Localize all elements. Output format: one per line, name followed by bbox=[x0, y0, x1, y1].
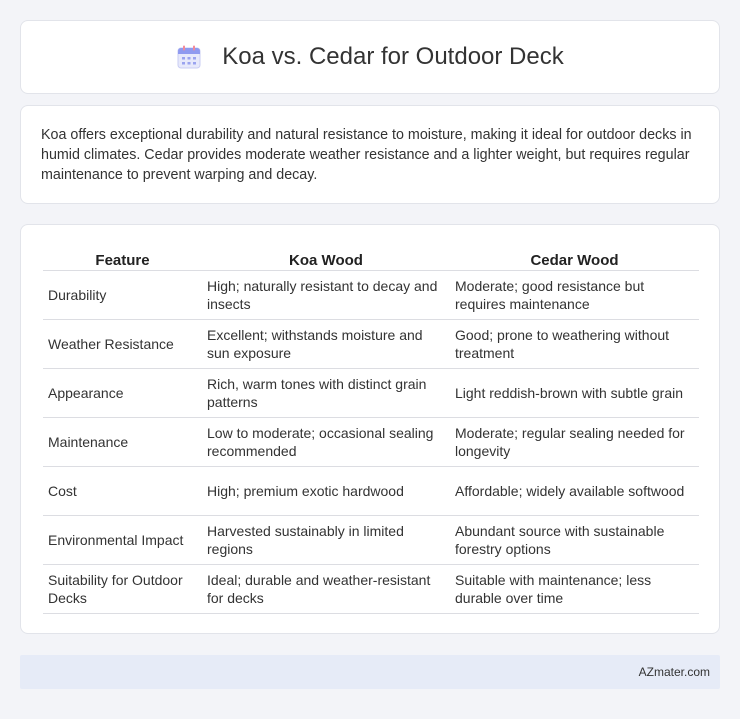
page-title: Koa vs. Cedar for Outdoor Deck bbox=[222, 43, 564, 70]
koa-cell: Excellent; withstands moisture and sun exposure bbox=[202, 319, 450, 368]
feature-cell: Appearance bbox=[43, 368, 202, 417]
koa-cell: Low to moderate; occasional sealing recommended bbox=[202, 417, 450, 466]
intro-card bbox=[20, 105, 720, 204]
feature-cell: Maintenance bbox=[43, 417, 202, 466]
footer-bar bbox=[20, 655, 720, 689]
cedar-cell: Light reddish-brown with subtle grain bbox=[450, 368, 699, 417]
table-row bbox=[43, 368, 699, 417]
comparison-table bbox=[43, 245, 699, 614]
title-card bbox=[20, 20, 720, 94]
koa-cell: Ideal; durable and weather-resistant for decks bbox=[202, 564, 450, 613]
column-header-cedar: Cedar Wood bbox=[450, 245, 699, 270]
koa-cell: High; naturally resistant to decay and insects bbox=[202, 270, 450, 319]
calendar-icon bbox=[176, 44, 202, 70]
footer-site-name: AZmater.com bbox=[638, 665, 710, 679]
cedar-cell: Moderate; good resistance but requires maintenance bbox=[450, 270, 699, 319]
title-wrap bbox=[176, 43, 563, 71]
table-row bbox=[43, 319, 699, 368]
table-row bbox=[43, 270, 699, 319]
cedar-cell: Abundant source with sustainable forestry options bbox=[450, 515, 699, 564]
table-row bbox=[43, 466, 699, 515]
table-row bbox=[43, 515, 699, 564]
column-header-koa: Koa Wood bbox=[202, 245, 450, 270]
feature-cell: Durability bbox=[43, 270, 202, 319]
table-row bbox=[43, 417, 699, 466]
column-header-feature: Feature bbox=[43, 245, 202, 270]
feature-cell: Cost bbox=[43, 466, 202, 515]
cedar-cell: Affordable; widely available softwood bbox=[450, 466, 699, 515]
intro-paragraph: Koa offers exceptional durability and natural resistance to moisture, making it ideal for outdoor decks in humid climates. Cedar provides moderate weather resistance and a lighter weight, but requires regular maintenance to prevent warping and decay. bbox=[41, 127, 692, 183]
comparison-card bbox=[20, 224, 720, 634]
feature-cell: Suitability for Outdoor Decks bbox=[43, 564, 202, 613]
koa-cell: Rich, warm tones with distinct grain patterns bbox=[202, 368, 450, 417]
cedar-cell: Good; prone to weathering without treatment bbox=[450, 319, 699, 368]
cedar-cell: Suitable with maintenance; less durable over time bbox=[450, 564, 699, 613]
cedar-cell: Moderate; regular sealing needed for longevity bbox=[450, 417, 699, 466]
table-header-row bbox=[43, 245, 699, 270]
koa-cell: High; premium exotic hardwood bbox=[202, 466, 450, 515]
feature-cell: Environmental Impact bbox=[43, 515, 202, 564]
table-row bbox=[43, 564, 699, 613]
feature-cell: Weather Resistance bbox=[43, 319, 202, 368]
koa-cell: Harvested sustainably in limited regions bbox=[202, 515, 450, 564]
